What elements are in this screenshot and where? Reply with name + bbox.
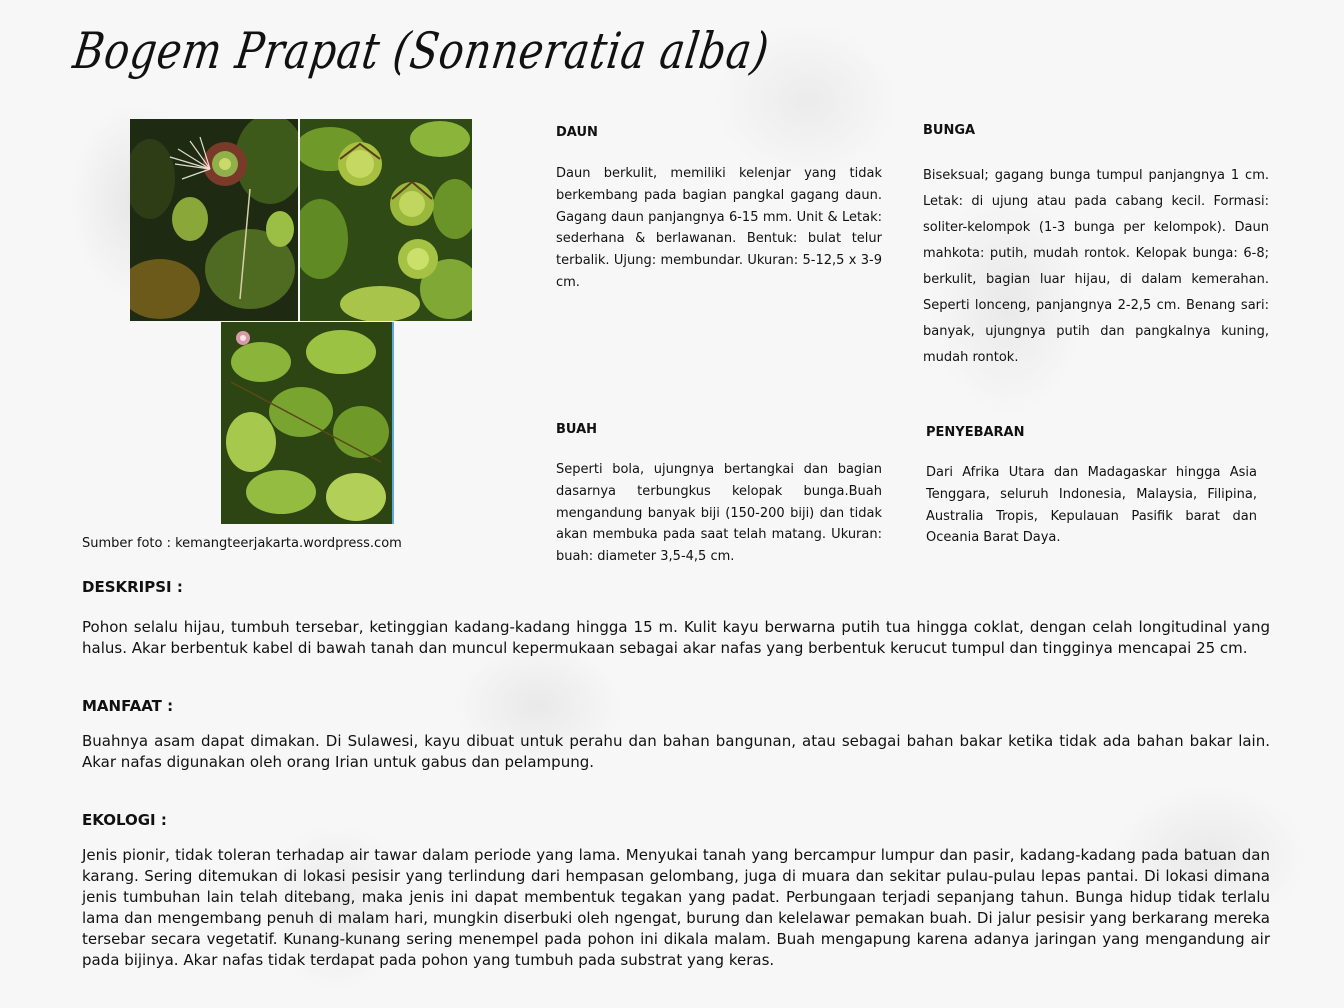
- deskripsi-heading: DESKRIPSI :: [82, 578, 183, 596]
- ekologi-text: Jenis pionir, tidak toleran terhadap air tawar dalam periode yang lama. Menyukai tanah yang bercampur lumpur dan pasir, kadang-kadang pada batuan dan karang. Sering ditemukan di lokasi pesisir yang terlindung dari hempasan gelombang, juga di muara dan sekitar pulau-pulau lepas pantai. Di lokasi dimana jenis tumbuhan lain telah ditebang, maka jenis ini dapat membentuk tegakan yang padat. Perbungaan terjadi sepanjang tahun. Bunga hidup tidak terlalu lama dan mengembang penuh di malam hari, mungkin diserbuki oleh ngengat, burung dan kelelawar pemakan buah. Di jalur pesisir yang berkarang mereka tersebar secara vegetatif. Kunang-kunang sering menempel pada pohon ini dikala malam. Buah mengapung karena adanya jaringan yang mengandung air pada bijinya. Akar nafas tidak terdapat pada pohon yang tumbuh pada substrat yang keras.: [82, 846, 1270, 969]
- daun-heading: DAUN: [556, 125, 598, 140]
- penyebaran-text: Dari Afrika Utara dan Madagaskar hingga Asia Tenggara, seluruh Indonesia, Malaysia, Filipina, Australia Tropis, Kepulauan Pasifik barat dan Oceania Barat Daya.: [926, 465, 1257, 546]
- ekologi-heading: EKOLOGI :: [82, 811, 167, 829]
- deskripsi-text: Pohon selalu hijau, tumbuh tersebar, ketinggian kadang-kadang hingga 15 m. Kulit kayu berwarna putih tua hingga coklat, dengan celah longitudinal yang halus. Akar berbentuk kabel di bawah tanah dan muncul kepermukaan sebagai akar nafas yang berbentuk kerucut tumpul dan tingginya mencapai 25 cm.: [82, 618, 1270, 657]
- bunga-heading: BUNGA: [923, 123, 976, 138]
- photo-source: Sumber foto : kemangteerjakarta.wordpress.com: [82, 536, 402, 551]
- buah-text: Seperti bola, ujungnya bertangkai dan bagian dasarnya terbungkus kelopak bunga.Buah mengandung banyak biji (150-200 biji) dan tidak akan membuka pada saat telah matang. Ukuran: buah: diameter 3,5-4,5 cm.: [556, 462, 882, 565]
- penyebaran-heading: PENYEBARAN: [926, 425, 1025, 440]
- leaf-photo: [221, 322, 394, 524]
- fruit-photo: [300, 119, 472, 321]
- manfaat-text: Buahnya asam dapat dimakan. Di Sulawesi, kayu dibuat untuk perahu dan bahan bangunan, atau sebagai bahan bakar ketika tidak ada bahan bakar lain. Akar nafas digunakan oleh orang Irian untuk gabus dan pelampung.: [82, 732, 1270, 771]
- buah-heading: BUAH: [556, 422, 598, 437]
- flower-photo: [130, 119, 298, 321]
- page-title: Bogem Prapat (Sonneratia alba): [69, 22, 773, 80]
- manfaat-heading: MANFAAT :: [82, 697, 174, 715]
- daun-text: Daun berkulit, memiliki kelenjar yang tidak berkembang pada bagian pangkal gagang daun. Gagang daun panjangnya 6-15 mm. Unit & Letak: sederhana & berlawanan. Bentuk: bulat telur terbalik. Ujung: membundar. Ukuran: 5-12,5 x 3-9 cm.: [556, 166, 882, 290]
- bunga-text: Biseksual; gagang bunga tumpul panjangnya 1 cm. Letak: di ujung atau pada cabang kecil. Formasi: soliter-kelompok (1-3 bunga per kelompok). Daun mahkota: putih, mudah rontok. Kelopak bunga: 6-8; berkulit, bagian luar hijau, di dalam kemerahan. Seperti lonceng, panjangnya 2-2,5 cm. Benang sari: banyak, ujungnya putih dan pangkalnya kuning, mudah rontok.: [923, 168, 1269, 365]
